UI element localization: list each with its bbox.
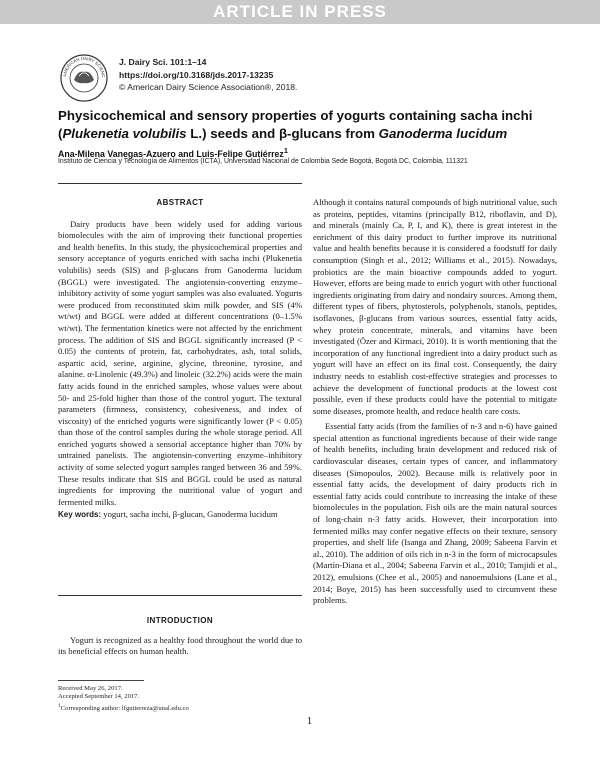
svg-text:AMERICAN DAIRY SCIENCE ASSOCIA: AMERICAN DAIRY SCIENC	[62, 55, 107, 78]
abstract-body: Dairy products have been widely used for adding various biomolecules with the aim of improving their functional properties and health benefits. In this study, the physicochemical properties and sensory acceptance of yogurts enriched with sacha inchi (Plukenetia volubilis) seeds (SIS) and β-glucans from Ganoderma lucidum (BGGL) were investigated. The angiotensin-converting enzyme–inhibitory activity of some yogurt samples was also evaluated. Yogurts were produced from reconstituted skim milk powder, and SIS (4% wt/wt) and BGGL were added at different concentrations (0–1.5% wt/wt). The fermentation kinetics were not affected by the enrichment process. The addition of SIS and BGGL significantly increased (P < 0.05) the contents of protein, fat, carbohydrates, ash, total solids, aspartic acid, serine, arginine, glycine, threonine, tyrosine, and alanine. α-Linolenic (49.3%) and linoleic (32.2%) acids were the main fatty acids found in the enriched samples, whose values were about 50- and 25-fold higher than those of the control yogurt. The textural parameters (firmness, consistency, cohesiveness, and index of viscosity) of the enriched yogurts were significantly lower (P < 0.05) than those of the control samples during the whole storage period. All enriched yogurts showed a sensorial acceptance higher than 70% by untrained panelists. The angiotensin-converting enzyme–inhibitory activity of some selected yogurt samples ranged between 36 and 59%. These results indicate that SIS and BGGL could be used as natural ingredients for improving the nutritional value of yogurt and fermented milks.	[58, 218, 302, 507]
page-number: 1	[307, 716, 312, 727]
right-column	[313, 197, 557, 607]
article-title	[58, 107, 558, 143]
corresponding-text: Corresponding author: lfgutierreza@unal.edu.co	[60, 705, 189, 712]
title-line-1: Physicochemical and sensory properties of yogurts containing sacha inchi	[58, 108, 533, 123]
keywords-label: Key words:	[58, 510, 102, 520]
footnotes	[58, 685, 302, 713]
footnote-mark: 1	[58, 702, 61, 709]
body-paragraph-1: Although it contains natural compounds of high nutritional value, such as proteins, peptides, vitamins (principally B12, riboflavin, and D), and minerals (mainly Ca, P, I, and K), there is great interest in the enrichment of this dairy product to further improve its nutritional value and health benefits because it is considered a foodstuff for daily consumption (Singh et al., 2012; Williams et al., 2015). Nowadays, probiotics are the main bioactive compounds added to yogurt. However, efforts are being made to enrich yogurt with other functional ingredients originating from dairy and nondairy sources. Among them, different types of fibers, phytosterols, polyphenols, stanols, peptides, isoflavones, β-glucans from various sources, essential fatty acids, whey protein concentrate, minerals, and vitamins have been investigated (Özer and Kirmaci, 2010). It is worth mentioning that the incorporation of any functional ingredient into a dairy product such as yogurt will have an effect on its final cost. Consequently, the dairy industry needs to establish cost-effective strategies and processes to achieve the development of functional products at the lowest cost possible, even if these products could have the potential to mitigate some diseases, promote health, and reduce health care costs.	[313, 197, 557, 416]
affiliation: Instituto de Ciencia y Tecnología de Alimentos (ICTA), Universidad Nacional de Colombia Sede Bogotá, Bogotá DC, Colombia, 111321	[58, 158, 468, 165]
journal-citation: J. Dairy Sci. 101:1–14	[119, 57, 207, 67]
section-rule	[58, 595, 302, 596]
introduction-heading: INTRODUCTION	[146, 616, 214, 625]
ads-seal-icon	[60, 54, 108, 102]
title-species: Plukenetia volubilis	[62, 126, 187, 141]
corresponding-author	[58, 702, 302, 714]
body-paragraph-2: Essential fatty acids (from the families of n-3 and n-6) have gained special attention as functional ingredients because of their wide range of health benefits, including brain development and reduced risk of cardiovascular diseases, certain types of cancer, and inflammatory diseases (Simopoulos, 2002). Because milk is relatively poor in essential fatty acids, the development of dairy products rich in essential fatty acids could contribute to increasing the intake of these biomolecules in the population. Fish oils are the main natural sources of long-chain n-3 fatty acids. However, their incorporation into fermented milks may confer negative effects on their texture, sensory properties, and shelf life (Isanga and Zhang, 2009; Sabeena Farvin et al., 2010). The addition of oils rich in n-3 in the form of microcapsules (Martín-Diana et al., 2004; Sabeena Farvin et al., 2010; Tamjidi et al., 2012), emulsions (Chee et al., 2005) and nanoemulsions (Lane et al., 2014; Boye, 2015) has been successfully used to circumvent these problems.	[313, 421, 557, 606]
keywords-list: yogurt, sacha inchi, β-glucan, Ganoderma lucidum	[103, 509, 278, 520]
received-date: Received May 26, 2017.	[58, 685, 123, 692]
doi-link[interactable]: https://doi.org/10.3168/jds.2017-13235	[119, 69, 274, 80]
introduction-section	[58, 615, 302, 658]
header-rule	[58, 183, 302, 184]
title-paren: (	[58, 126, 63, 141]
footnote-rule	[58, 680, 144, 681]
accepted-date: Accepted September 14, 2017.	[58, 693, 140, 701]
abstract-heading: ABSTRACT	[156, 198, 204, 207]
title-mid: L.) seeds and β-glucans from	[186, 126, 379, 141]
copyright-notice: © American Dairy Science Association®, 2018.	[119, 82, 298, 92]
introduction-body: Yogurt is recognized as a healthy food throughout the world due to its beneficial effects on human health.	[58, 634, 302, 657]
title-line-2	[58, 125, 558, 143]
left-column	[58, 197, 302, 521]
title-fungus: Ganoderma lucidum	[378, 126, 508, 141]
authors-text: Ana-Milena Vanegas-Azuero and Luis-Felipe Gutiérrez	[58, 148, 284, 159]
journal-info	[119, 56, 297, 94]
article-in-press-banner: ARTICLE IN PRESS	[0, 0, 600, 24]
author-list	[58, 146, 288, 159]
author-footnote-mark: 1	[283, 146, 288, 155]
keywords	[58, 509, 302, 521]
